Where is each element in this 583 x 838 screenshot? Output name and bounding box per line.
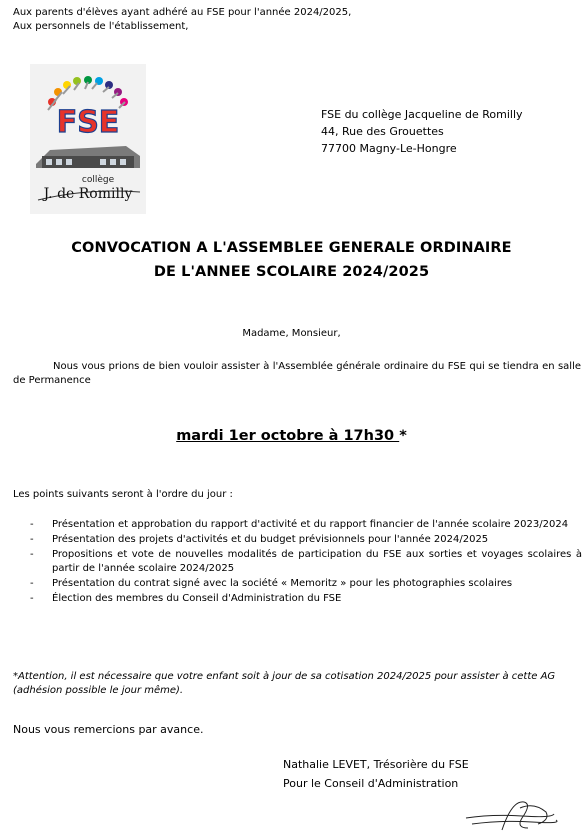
agenda-bullet: -: [30, 549, 34, 560]
signature-block: [283, 757, 469, 795]
recipient-line: Aux personnels de l'établissement,: [13, 21, 189, 32]
logo-fse-text: FSE: [56, 105, 120, 140]
fse-logo: [30, 64, 146, 214]
signature-scribble: [462, 794, 558, 834]
signature-name: Nathalie LEVET, Trésorière du FSE: [283, 758, 469, 771]
logo-name-text: J. de Romilly: [43, 186, 133, 202]
meeting-asterisk: *: [399, 428, 407, 444]
address-block: [321, 107, 523, 158]
handwritten-signature: [462, 794, 558, 834]
recipients-block: [13, 6, 351, 34]
agenda-item: [30, 592, 582, 606]
address-line: 44, Rue des Grouettes: [321, 125, 444, 138]
title-line-2: DE L'ANNEE SCOLAIRE 2024/2025: [153, 264, 430, 280]
agenda-list: [30, 518, 582, 607]
title-line-1: CONVOCATION A L'ASSEMBLEE GENERALE ORDINAIRE: [71, 240, 512, 256]
agenda-intro: Les points suivants seront à l'ordre du jour :: [13, 489, 233, 500]
agenda-bullet: -: [30, 578, 34, 589]
meeting-date-text: mardi 1er octobre à 17h30: [176, 428, 400, 444]
agenda-item: [30, 548, 582, 576]
address-line: 77700 Magny-Le-Hongre: [321, 142, 457, 155]
agenda-bullet: -: [30, 593, 34, 604]
meeting-datetime: [0, 428, 583, 444]
agenda-item-text: Présentation des projets d'activités et du budget prévisionnels pour l'année 2024/2025: [52, 534, 489, 545]
signature-role: Pour le Conseil d'Administration: [283, 777, 459, 790]
address-line: FSE du collège Jacqueline de Romilly: [321, 108, 523, 121]
document-title: [0, 236, 583, 284]
intro-paragraph: Nous vous prions de bien vouloir assister à l'Assemblée générale ordinaire du FSE qui se tiendra en salle de Permanence: [13, 361, 581, 386]
thanks-line: Nous vous remercions par avance.: [13, 723, 204, 736]
agenda-item: [30, 577, 582, 591]
agenda-item: [30, 533, 582, 547]
agenda-item-text: Présentation et approbation du rapport d'activité et du rapport financier de l'année scolaire 2023/2024: [52, 519, 569, 530]
agenda-item-text: Présentation du contrat signé avec la société « Memoritz » pour les photographies scolaires: [52, 578, 513, 589]
agenda-bullet: -: [30, 519, 34, 530]
agenda-item: [30, 518, 582, 532]
recipient-line: Aux parents d'élèves ayant adhéré au FSE pour l'année 2024/2025,: [13, 7, 352, 18]
logo-college-text: collège: [81, 175, 115, 185]
logo-image: [30, 64, 146, 214]
agenda-item-text: Élection des membres du Conseil d'Administration du FSE: [52, 593, 342, 604]
agenda-bullet: -: [30, 534, 34, 545]
agenda-item-text: Propositions et vote de nouvelles modalités de participation du FSE aux sorties et voyages scolaires à partir de l'année scolaire 2024/2025: [52, 549, 582, 574]
attention-note: *Attention, il est nécessaire que votre enfant soit à jour de sa cotisation 2024/2025 pour assister à cette AG (adhésion possible le jour même).: [13, 671, 556, 696]
greeting: Madame, Monsieur,: [242, 328, 341, 339]
